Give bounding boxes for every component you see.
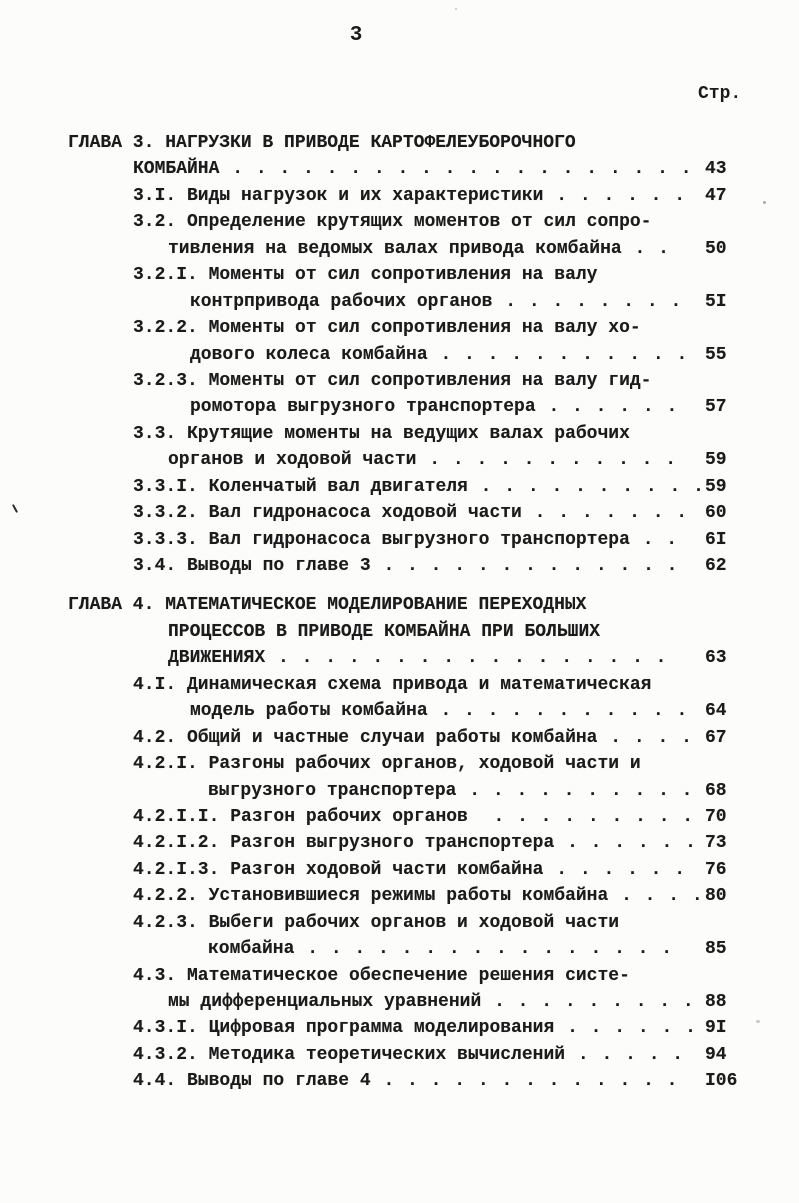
dot-leader: . . . . . . . . . . . . . [370,1071,678,1092]
toc-page-number: 80 [705,886,727,907]
toc-entry [0,262,799,288]
toc-entry-text: 3.2.3. Моменты от сил сопротивления на валу гид- [133,370,652,391]
toc-entry-text: 3.2.I. Моменты от сил сопротивления на валу [133,265,598,286]
toc-entry-text: 4.3.I. Цифровая программа моделирования [133,1018,555,1039]
toc-entry [0,447,799,473]
toc-entry [0,421,799,447]
dot-leader: . . . . . . . . . . . . . . . . [294,939,673,960]
toc-entry [0,500,799,526]
toc-page-number: 73 [705,833,727,854]
toc-page-number: 63 [705,648,727,669]
toc-page-number: 5I [705,291,727,312]
toc-entry [0,289,799,315]
toc-page-number: 47 [705,185,727,206]
toc-entry [0,183,799,209]
toc-entry-text: 3.3.2. Вал гидронасоса ходовой части [133,503,522,524]
toc-entry [0,315,799,341]
toc-entry-text: ПРОЦЕССОВ В ПРИВОДЕ КОМБАЙНА ПРИ БОЛЬШИХ [168,621,601,642]
toc-entry [0,804,799,830]
toc-entry-text: мы дифференциальных уравнений [168,992,482,1012]
dot-leader: . . . . . . . . . . . . . . . . . . . . [219,159,692,180]
toc-entry-text: выгрузного транспортера [208,780,457,801]
toc-entry-text: 4.2.I.I. Разгон рабочих органов [133,806,468,827]
dot-leader: . . . . . . [554,833,696,854]
toc-entry-text: 4.2.3. Выбеги рабочих органов и ходовой части [133,912,620,933]
toc-entry [0,936,799,962]
toc-entry [0,725,799,751]
dot-leader: . . . . [608,886,703,907]
toc-page-number: 64 [705,701,727,722]
toc-page-number: 9I [705,1018,727,1039]
dot-leader: . . . . . . [554,1018,696,1039]
scan-speck [455,8,457,10]
toc-entry-text: 3.3.3. Вал гидронасоса выгрузного транспортера [133,529,630,550]
toc-entry [0,592,799,618]
toc-entry-text: 3.2. Определение крутящих моментов от сил сопро- [133,212,652,233]
toc-page-number: I06 [705,1071,738,1092]
toc-entry-text: ДВИЖЕНИЯХ [168,648,266,669]
toc-entry-text: ромотора выгрузного транспортера [190,397,536,418]
toc-page-number: 88 [705,992,727,1012]
toc-entry [0,857,799,883]
toc-entry [0,883,799,909]
toc-entry-text: 3.4. Выводы по главе 3 [133,556,371,576]
toc-entry-text: 3.3. Крутящие моменты на ведущих валах рабочих [133,423,630,444]
dot-leader: . . . . . . . . . [467,806,694,827]
page-folio-number: 3 [349,24,363,47]
dot-leader: . . . . . . . . . . . [427,344,688,365]
toc-entry-text: органов и ходовой части [168,450,417,471]
toc-page-number: 59 [705,476,727,497]
toc-entry-text: 3.3.I. Коленчатый вал двигателя [133,476,468,497]
toc-entry [0,830,799,856]
toc-entry-text: ГЛАВА 4. МАТЕМАТИЧЕСКОЕ МОДЕЛИРОВАНИЕ ПЕРЕХОДНЫХ [68,595,587,616]
dot-leader: . . . . . . [543,185,686,206]
toc-page-number: 85 [705,939,727,960]
toc-entry [0,553,799,579]
toc-entry [0,645,799,671]
toc-page-number: 62 [705,556,727,576]
pages-column-header: Стр. [698,84,742,104]
dot-leader: . . . . . . . . [492,291,682,312]
toc-entry [0,910,799,936]
toc-list [0,130,799,1095]
toc-page-number: 68 [705,780,727,801]
toc-entry [0,672,799,698]
toc-entry-text: 4.4. Выводы по главе 4 [133,1071,371,1092]
toc-entry [0,1015,799,1041]
toc-entry-text: ГЛАВА 3. НАГРУЗКИ В ПРИВОДЕ КАРТОФЕЛЕУБОРОЧНОГО [68,133,576,153]
toc-page-number: 43 [705,159,727,180]
dot-leader: . . . . . . . . . . . [427,701,688,722]
toc-entry-text: 3.2.2. Моменты от сил сопротивления на валу хо- [133,318,641,339]
toc-entry [0,1068,799,1094]
dot-leader: . . . . . . . . . [481,992,694,1012]
toc-page-number: 59 [705,450,727,471]
toc-entry [0,698,799,724]
toc-entry-text: модель работы комбайна [190,701,428,722]
toc-entry-text: 3.I. Виды нагрузок и их характеристики [133,185,544,206]
toc-entry [0,1042,799,1068]
dot-leader: . . . . . . . . . . . . . . . . . [265,648,667,669]
toc-page-number: 67 [705,727,727,748]
dot-leader: . . [621,238,669,259]
toc-entry [0,236,799,262]
toc-entry [0,342,799,368]
toc-entry-text: тивления на ведомых валах привода комбайна [168,238,622,259]
toc-entry [0,394,799,420]
scan-speck [763,201,766,204]
toc-entry [0,130,799,156]
toc-page-number: 57 [705,397,727,418]
dot-leader: . . . . . . . . . . [467,476,704,497]
toc-page-number: 94 [705,1044,727,1065]
dot-leader: . . . . . . [535,397,678,418]
toc-entry-text: 4.2. Общий и частные случаи работы комбайна [133,727,598,748]
dot-leader: . . . . . [565,1044,684,1065]
dot-leader: . . [629,529,678,550]
toc-entry [0,751,799,777]
toc-entry-text: дового колеса комбайна [190,344,428,365]
toc-entry-text: 4.I. Динамическая схема привода и математическая [133,674,652,695]
dot-leader: . . . . . . . . . . . [416,450,677,471]
toc-page-number: 50 [705,238,727,259]
toc-entry [0,989,799,1015]
scan-speck [756,1020,760,1023]
toc-entry-text: 4.3.2. Методика теоретических вычислений [133,1044,566,1065]
dot-leader: . . . . . . . . . . [456,780,693,801]
toc-page-number: 6I [705,529,727,550]
toc-entry [0,474,799,500]
toc-entry-text: 4.2.I.2. Разгон выгрузного транспортера [133,833,555,854]
toc-entry [0,156,799,182]
toc-entry [0,619,799,645]
toc-page-number: 55 [705,344,727,365]
toc-page-number: 60 [705,503,727,524]
toc-entry-text: комбайна [208,939,295,960]
toc-entry [0,963,799,989]
dot-leader: . . . . . . . . . . . . . [370,556,678,576]
toc-entry-text: 4.2.I. Разгоны рабочих органов, ходовой части и [133,754,641,775]
toc-entry [0,368,799,394]
toc-entry-text: 4.2.I.3. Разгон ходовой части комбайна [133,859,544,880]
toc-entry [0,209,799,235]
dot-leader: . . . . [597,727,692,748]
toc-entry [0,527,799,553]
dot-leader: . . . . . . [543,859,686,880]
toc-entry-text: контрпривода рабочих органов [190,291,493,312]
dot-leader: . . . . . . . [521,503,688,524]
toc-page-number: 70 [705,806,727,827]
toc-entry [0,778,799,804]
toc-page-number: 76 [705,859,727,880]
toc-entry-text: 4.3. Математическое обеспечение решения систе- [133,965,630,986]
toc-entry-text: КОМБАЙНА [133,159,220,180]
toc-entry-text: 4.2.2. Установившиеся режимы работы комбайна [133,886,609,907]
